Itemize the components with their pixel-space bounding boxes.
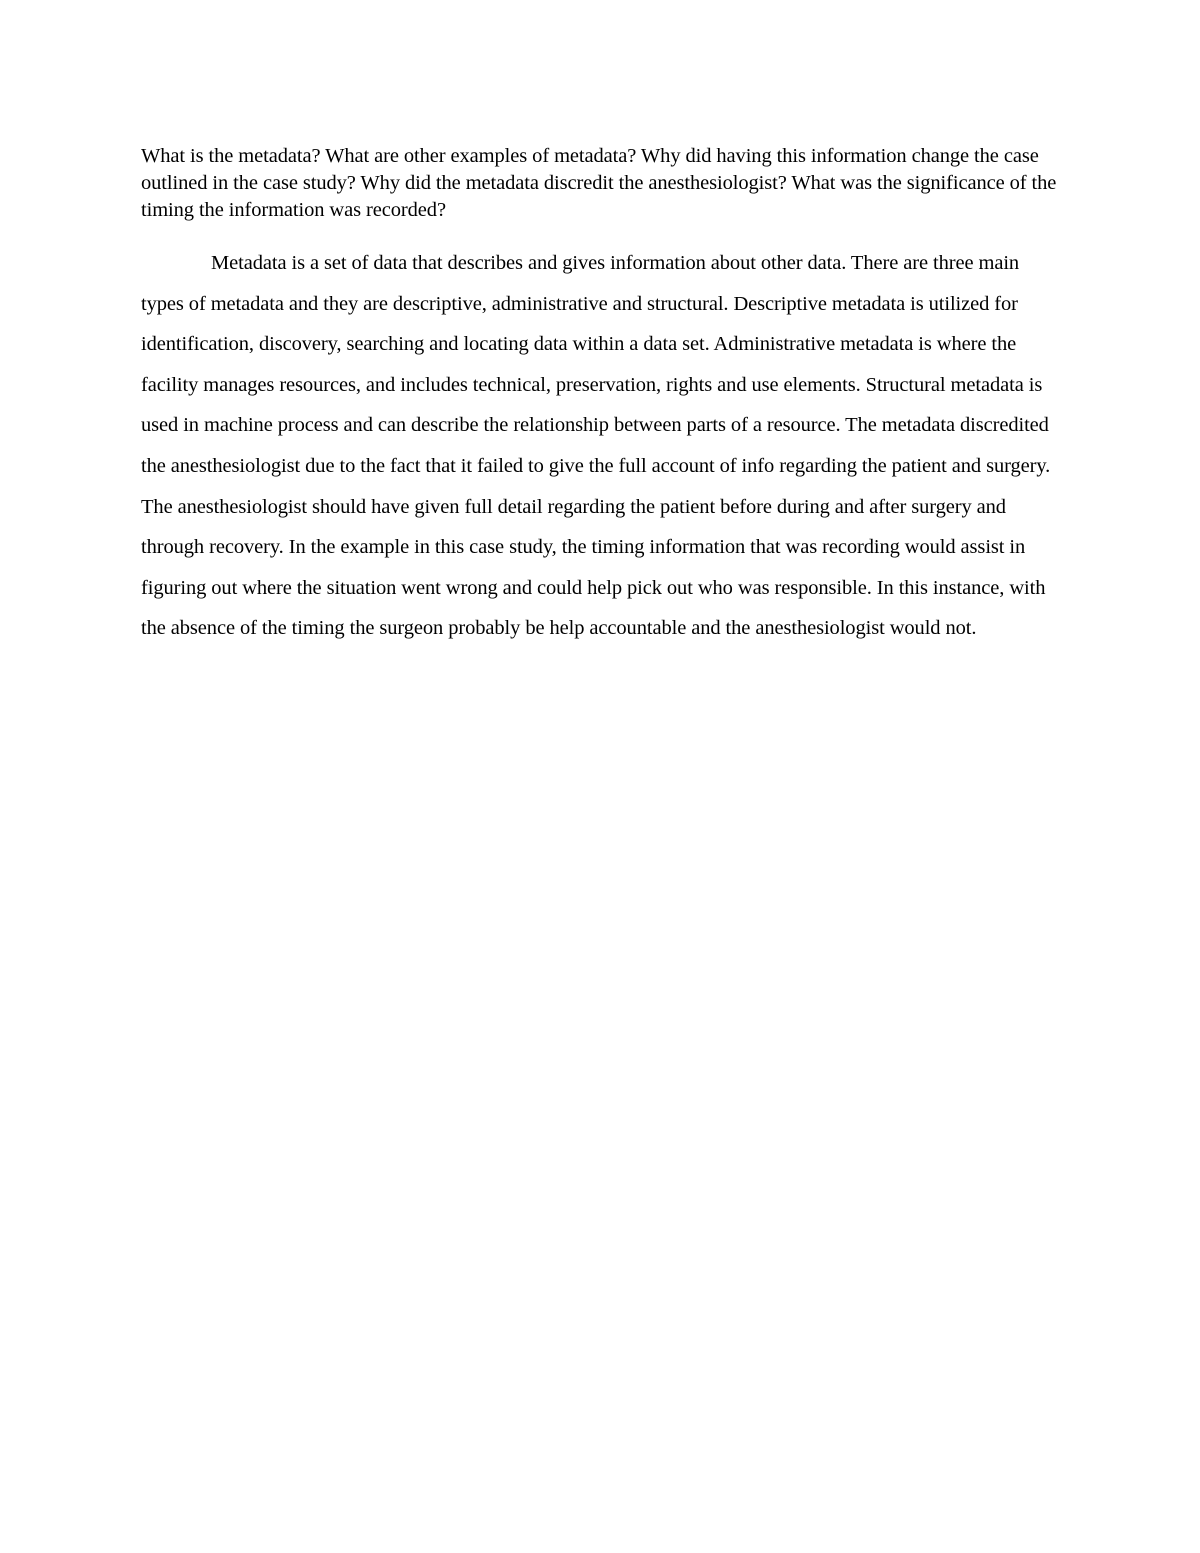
answer-paragraph: Metadata is a set of data that describes and gives information about other data. There are three main types of metadata and they are descriptive, administrative and structural. Descriptive metadata is utilized for identification, discovery, searching and locating data within a data set. Administrative metadata is where the facility manages resources, and includes technical, preservation, rights and use elements. Structural metadata is used in machine process and can describe the relationship between parts of a resource. The metadata discredited the anesthesiologist due to the fact that it failed to give the full account of info regarding the patient and surgery. The anesthesiologist should have given full detail regarding the patient before during and after surgery and through recovery. In the example in this case study, the timing information that was recording would assist in figuring out where the situation went wrong and could help pick out who was responsible. In this instance, with the absence of the timing the surgeon probably be help accountable and the anesthesiologist would not. (141, 252, 1051, 640)
document-body (141, 143, 1061, 649)
question-paragraph: What is the metadata? What are other examples of metadata? Why did having this information change the case outlined in the case study? Why did the metadata discredit the anesthesiologist? What was the significance of the timing the information was recorded? (141, 145, 1057, 221)
